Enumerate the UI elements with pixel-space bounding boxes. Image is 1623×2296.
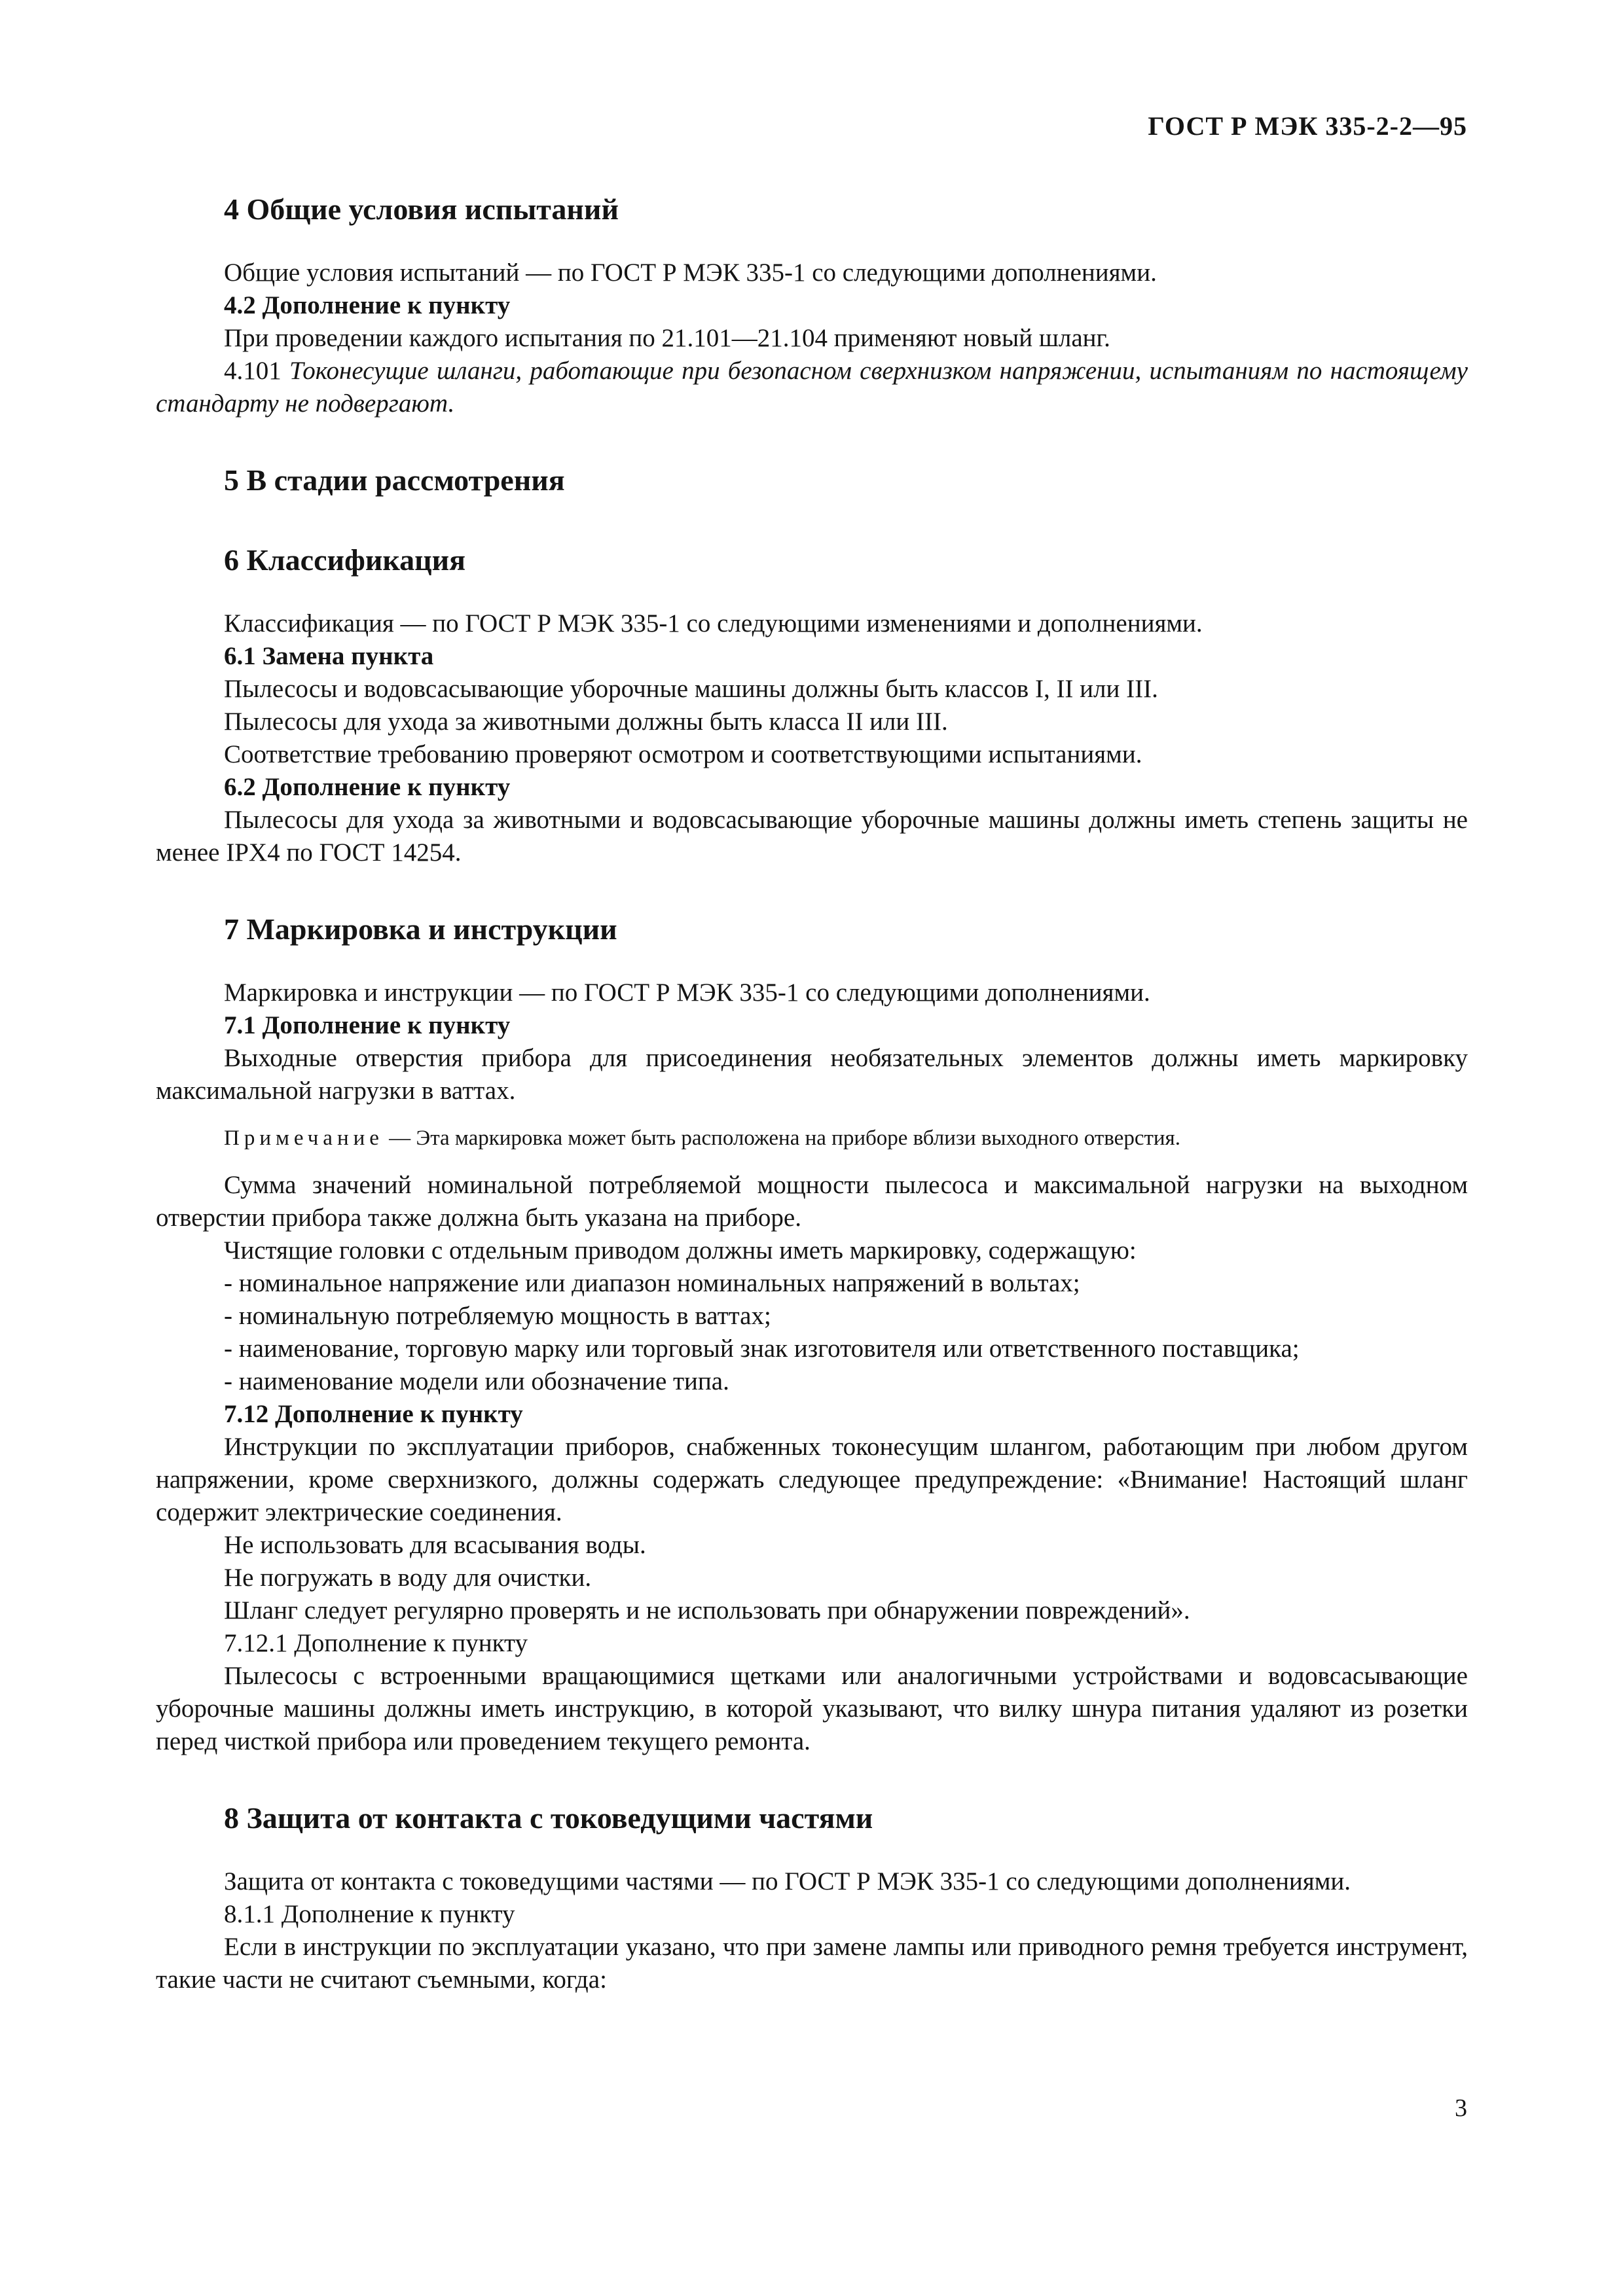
section-6-paragraph: Пылесосы и водовсасывающие уборочные машины должны быть классов I, II или III. — [224, 675, 1158, 703]
section-7-title: 7 Маркировка и инструкции — [224, 912, 617, 946]
section-7-paragraph: Не погружать в воду для очистки. — [224, 1564, 592, 1592]
section-4 — [156, 190, 1468, 420]
clause-4-101-number: 4.101 — [224, 357, 289, 385]
section-7-paragraph: Чистящие головки с отдельным приводом должны иметь маркировку, содержащую: — [224, 1236, 1137, 1265]
subsection-6-1-heading: 6.1 Замена пункта — [224, 642, 434, 670]
section-7 — [156, 910, 1468, 1758]
section-7-paragraph: Сумма значений номинальной потребляемой мощности пылесоса и максимальной нагрузки на выходном отверстии прибора также должна быть указана на приборе. — [156, 1171, 1468, 1232]
subsection-7-12-heading: 7.12 Дополнение к пункту — [224, 1400, 523, 1428]
section-4-title: 4 Общие условия испытаний — [224, 192, 619, 226]
note-text: — Эта маркировка может быть расположена на приборе вблизи выходного отверстия. — [383, 1126, 1180, 1150]
note — [156, 1122, 1468, 1155]
subsection-7-1-heading: 7.1 Дополнение к пункту — [224, 1011, 511, 1039]
section-5 — [156, 461, 1468, 500]
section-4-paragraph: При проведении каждого испытания по 21.101—21.104 применяют новый шланг. — [224, 324, 1110, 352]
section-7-paragraph: Выходные отверстия прибора для присоединения необязательных элементов должны иметь маркировку максимальной нагрузки в ваттах. — [156, 1044, 1468, 1105]
section-6-paragraph: Пылесосы для ухода за животными должны быть класса II или III. — [224, 708, 948, 736]
section-7-paragraph: Шланг следует регулярно проверять и не использовать при обнаружении повреждений». — [224, 1596, 1190, 1624]
list-item: - наименование, торговую марку или торговый знак изготовителя или ответственного поставщика; — [224, 1335, 1300, 1363]
section-6-paragraph: Соответствие требованию проверяют осмотром и соответствующими испытаниями. — [224, 740, 1142, 768]
section-5-title: 5 В стадии рассмотрения — [224, 463, 565, 497]
clause-4-101-text: Токонесущие шланги, работающие при безопасном сверхнизком напряжении, испытаниям по настоящему стандарту не подвергают. — [156, 357, 1468, 418]
section-8 — [156, 1799, 1468, 1996]
subsection-4-2-heading: 4.2 Дополнение к пункту — [224, 291, 511, 319]
section-6 — [156, 541, 1468, 869]
note-label: Примечание — [224, 1126, 384, 1150]
section-8-paragraph: Если в инструкции по эксплуатации указано, что при замене лампы или приводного ремня требуется инструмент, такие части не считают съемными, когда: — [156, 1933, 1468, 1994]
section-7-paragraph: Инструкции по эксплуатации приборов, снабженных токонесущим шлангом, работающим при любом другом напряжении, кроме сверхнизкого, должны содержать следующее предупреждение: «Внимание! Настоящий шланг содержит электрические соединения. — [156, 1433, 1468, 1526]
subsection-8-1-1-heading: 8.1.1 Дополнение к пункту — [224, 1900, 515, 1928]
section-6-paragraph: Пылесосы для ухода за животными и водовсасывающие уборочные машины должны иметь степень защиты не менее IPX4 по ГОСТ 14254. — [156, 806, 1468, 867]
section-7-paragraph: Пылесосы с встроенными вращающимися щетками или аналогичными устройствами и водовсасывающие уборочные машины должны иметь инструкцию, в которой указывают, что вилку шнура питания удаляют из розетки перед чисткой прибора или проведением текущего ремонта. — [156, 1662, 1468, 1755]
document-header: ГОСТ Р МЭК 335-2-2—95 — [1148, 111, 1467, 141]
subsection-6-2-heading: 6.2 Дополнение к пункту — [224, 773, 511, 801]
section-4-intro: Общие условия испытаний — по ГОСТ Р МЭК 335-1 со следующими дополнениями. — [224, 259, 1157, 287]
list-item: - номинальное напряжение или диапазон номинальных напряжений в вольтах; — [224, 1269, 1080, 1297]
section-8-title: 8 Защита от контакта с токоведущими частями — [224, 1801, 873, 1835]
section-6-title: 6 Классификация — [224, 543, 466, 577]
page-number: 3 — [1455, 2094, 1467, 2122]
list-item: - номинальную потребляемую мощность в ваттах; — [224, 1302, 771, 1330]
subsection-7-12-1-heading: 7.12.1 Дополнение к пункту — [224, 1629, 528, 1657]
section-7-intro: Маркировка и инструкции — по ГОСТ Р МЭК 335-1 со следующими дополнениями. — [224, 978, 1150, 1007]
list-item: - наименование модели или обозначение типа. — [224, 1367, 729, 1395]
section-7-paragraph: Не использовать для всасывания воды. — [224, 1531, 646, 1559]
clause-4-101 — [156, 355, 1468, 420]
page-body — [156, 190, 1468, 1996]
section-8-intro: Защита от контакта с токоведущими частями — по ГОСТ Р МЭК 335-1 со следующими дополнениями. — [224, 1867, 1351, 1895]
section-6-intro: Классификация — по ГОСТ Р МЭК 335-1 со следующими изменениями и дополнениями. — [224, 609, 1203, 637]
